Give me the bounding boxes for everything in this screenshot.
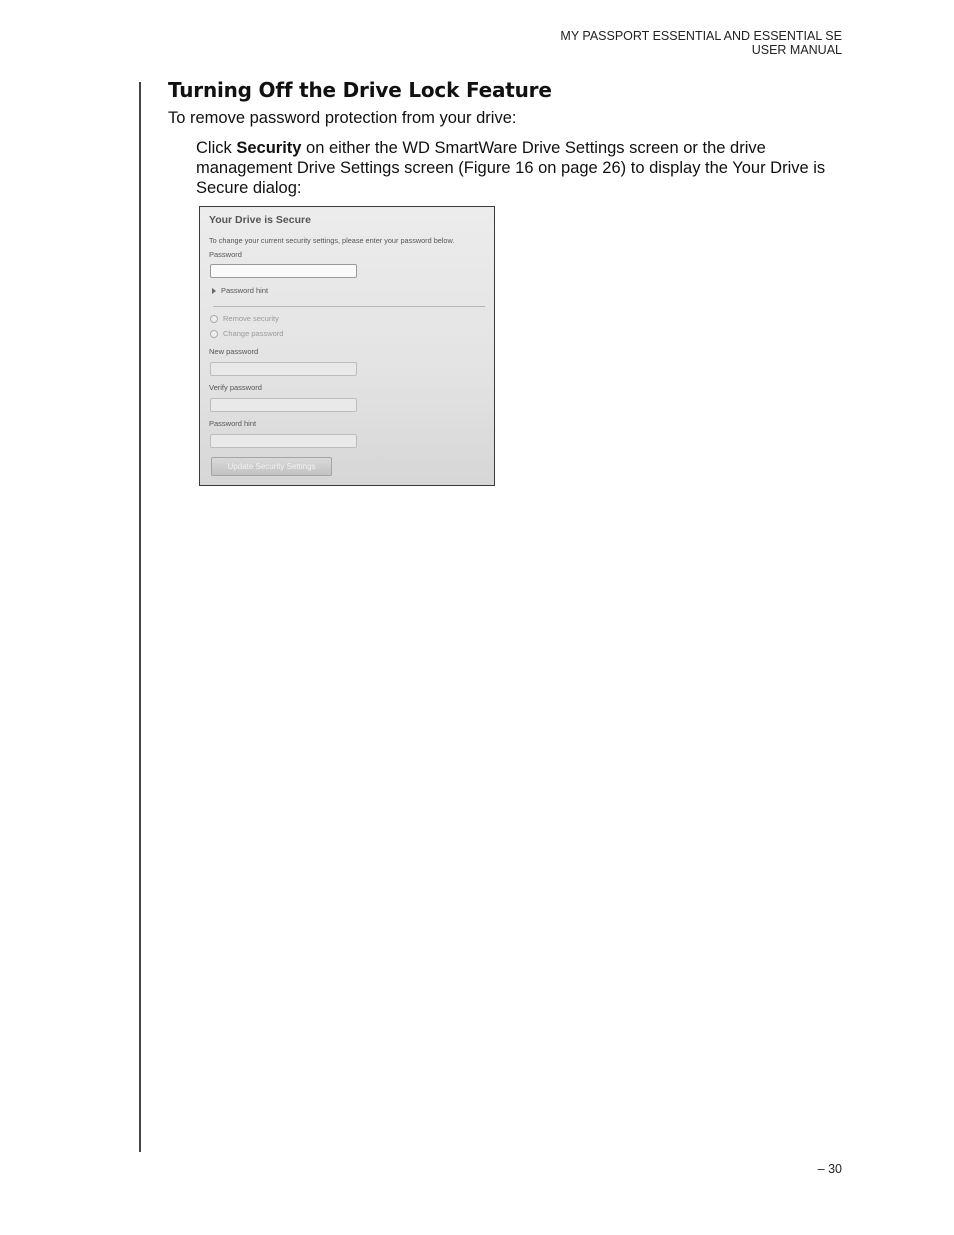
radio-remove-security-label: Remove security <box>223 314 279 323</box>
password-hint-toggle-label: Password hint <box>221 286 269 295</box>
step-text <box>196 138 846 198</box>
dialog-title: Your Drive is Secure <box>209 214 311 226</box>
radio-remove-security[interactable] <box>210 314 279 323</box>
margin-rule <box>139 82 141 1152</box>
update-security-settings-button[interactable]: Update Security Settings <box>211 457 332 476</box>
dialog-instruction: To change your current security settings, please enter your password below. <box>209 236 455 245</box>
running-header <box>560 29 842 57</box>
page-number: – 30 <box>817 1162 842 1176</box>
password-hint-toggle[interactable] <box>212 286 268 295</box>
password-label: Password <box>209 250 242 259</box>
password-input[interactable] <box>210 264 357 278</box>
header-title-line2: USER MANUAL <box>751 43 842 57</box>
password-hint-input[interactable] <box>210 434 357 448</box>
dialog-divider <box>213 306 485 307</box>
radio-circle-icon <box>210 315 218 323</box>
section-title: Turning Off the Drive Lock Feature <box>168 78 552 102</box>
header-title-line1: MY PASSPORT ESSENTIAL AND ESSENTIAL SE <box>560 29 842 43</box>
intro-text: To remove password protection from your drive: <box>168 109 517 127</box>
step-suffix: on either the WD SmartWare Drive Settings screen or the drive management Drive Settings screen (Figure 16 on page 26) to display the Your Drive is Secure dialog: <box>196 139 826 197</box>
radio-circle-icon <box>210 330 218 338</box>
expand-triangle-icon <box>212 288 216 294</box>
step-bold-security: Security <box>236 139 302 157</box>
radio-change-password[interactable] <box>210 329 283 338</box>
radio-change-password-label: Change password <box>223 329 284 338</box>
verify-password-label: Verify password <box>209 383 262 392</box>
new-password-label: New password <box>209 347 259 356</box>
new-password-input[interactable] <box>210 362 357 376</box>
drive-secure-dialog <box>199 206 495 486</box>
verify-password-input[interactable] <box>210 398 357 412</box>
step-prefix: Click <box>196 139 237 157</box>
password-hint-label: Password hint <box>209 419 257 428</box>
